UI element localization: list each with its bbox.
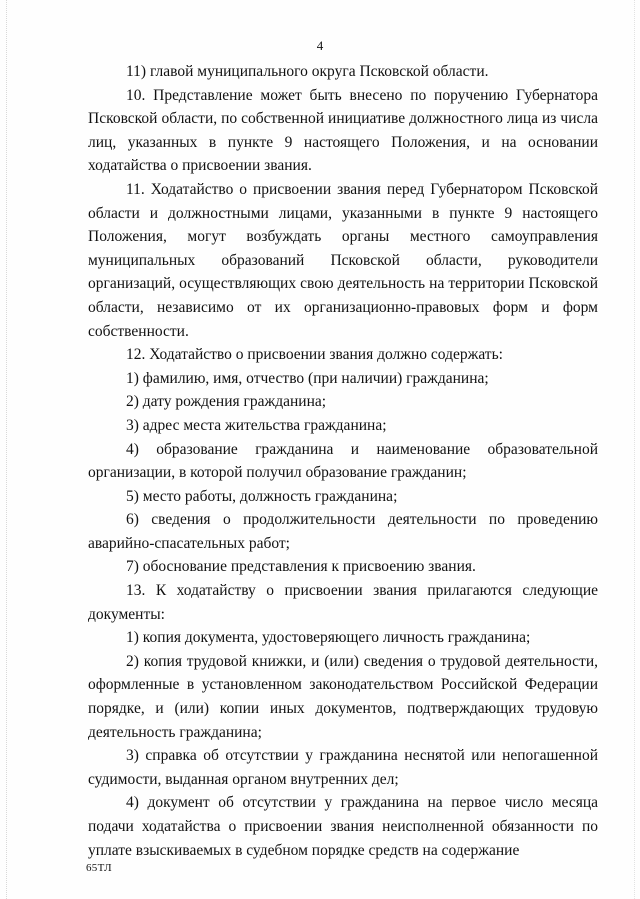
document-body [88,60,598,862]
scan-edge-right [634,0,637,899]
scan-edge-left [6,0,9,899]
clause-12-item-2: 2) дату рождения гражданина; [126,393,327,411]
clause-10: 10. Представление может быть внесено по поручению Губернатора Псковской области, по собственной инициативе должностного лица из числа лиц, указанных в пункте 9 настоящего Положения, и на основании ходатайства о присвоении звания. [88,86,598,175]
page-number: 4 [316,38,324,53]
clause-13-item-1: 1) копия документа, удостоверяющего личность гражданина; [126,629,531,647]
clause-13-heading: 13. К ходатайству о присвоении звания прилагаются следующие документы: [88,582,598,623]
clause-12-item-3: 3) адрес места жительства гражданина; [126,416,387,434]
clause-13-item-4: 4) документ об отсутствии у гражданина на первое число месяца подачи ходатайства о присвоении звания неисполненной обязанности по уплате взыскиваемых в судебном порядке средств на содержание [88,794,598,859]
clause-12-item-7: 7) обоснование представления к присвоению звания. [126,558,476,576]
clause-13-item-2: 2) копия трудовой книжки, и (или) сведения о трудовой деятельности, оформленные в установленном законодательством Российской Федерации порядке, и (или) копии иных документов, подтверждающих трудовую деятельность гражданина; [88,652,598,741]
clause-12-item-5: 5) место работы, должность гражданина; [126,487,398,505]
clause-11: 11. Ходатайство о присвоении звания перед Губернатором Псковской области и должностными лицами, указанными в пункте 9 настоящего Положения, могут возбуждать органы местного самоуправления муниципальных образований Псковской области, руководители организаций, осуществляющих свою деятельность на территории Псковской области, независимо от их организационно-правовых форм и форм собственности. [88,180,598,340]
footer-code: 65ТЛ [86,862,112,874]
clause-12-item-1: 1) фамилию, имя, отчество (при наличии) гражданина; [126,369,489,387]
clause-12-item-4: 4) образование гражданина и наименование образовательной организации, в которой получил образование гражданин; [88,440,598,482]
clause-13-item-3: 3) справка об отсутствии у гражданина неснятой или непогашенной судимости, выданная органом внутренних дел; [88,747,598,788]
list-item-11: 11) главой муниципального округа Псковской области. [126,63,489,80]
clause-12-heading: 12. Ходатайство о присвоении звания должно содержать: [126,346,503,364]
clause-12-item-6: 6) сведения о продолжительности деятельности по проведению аварийно-спасательных работ; [88,511,598,552]
